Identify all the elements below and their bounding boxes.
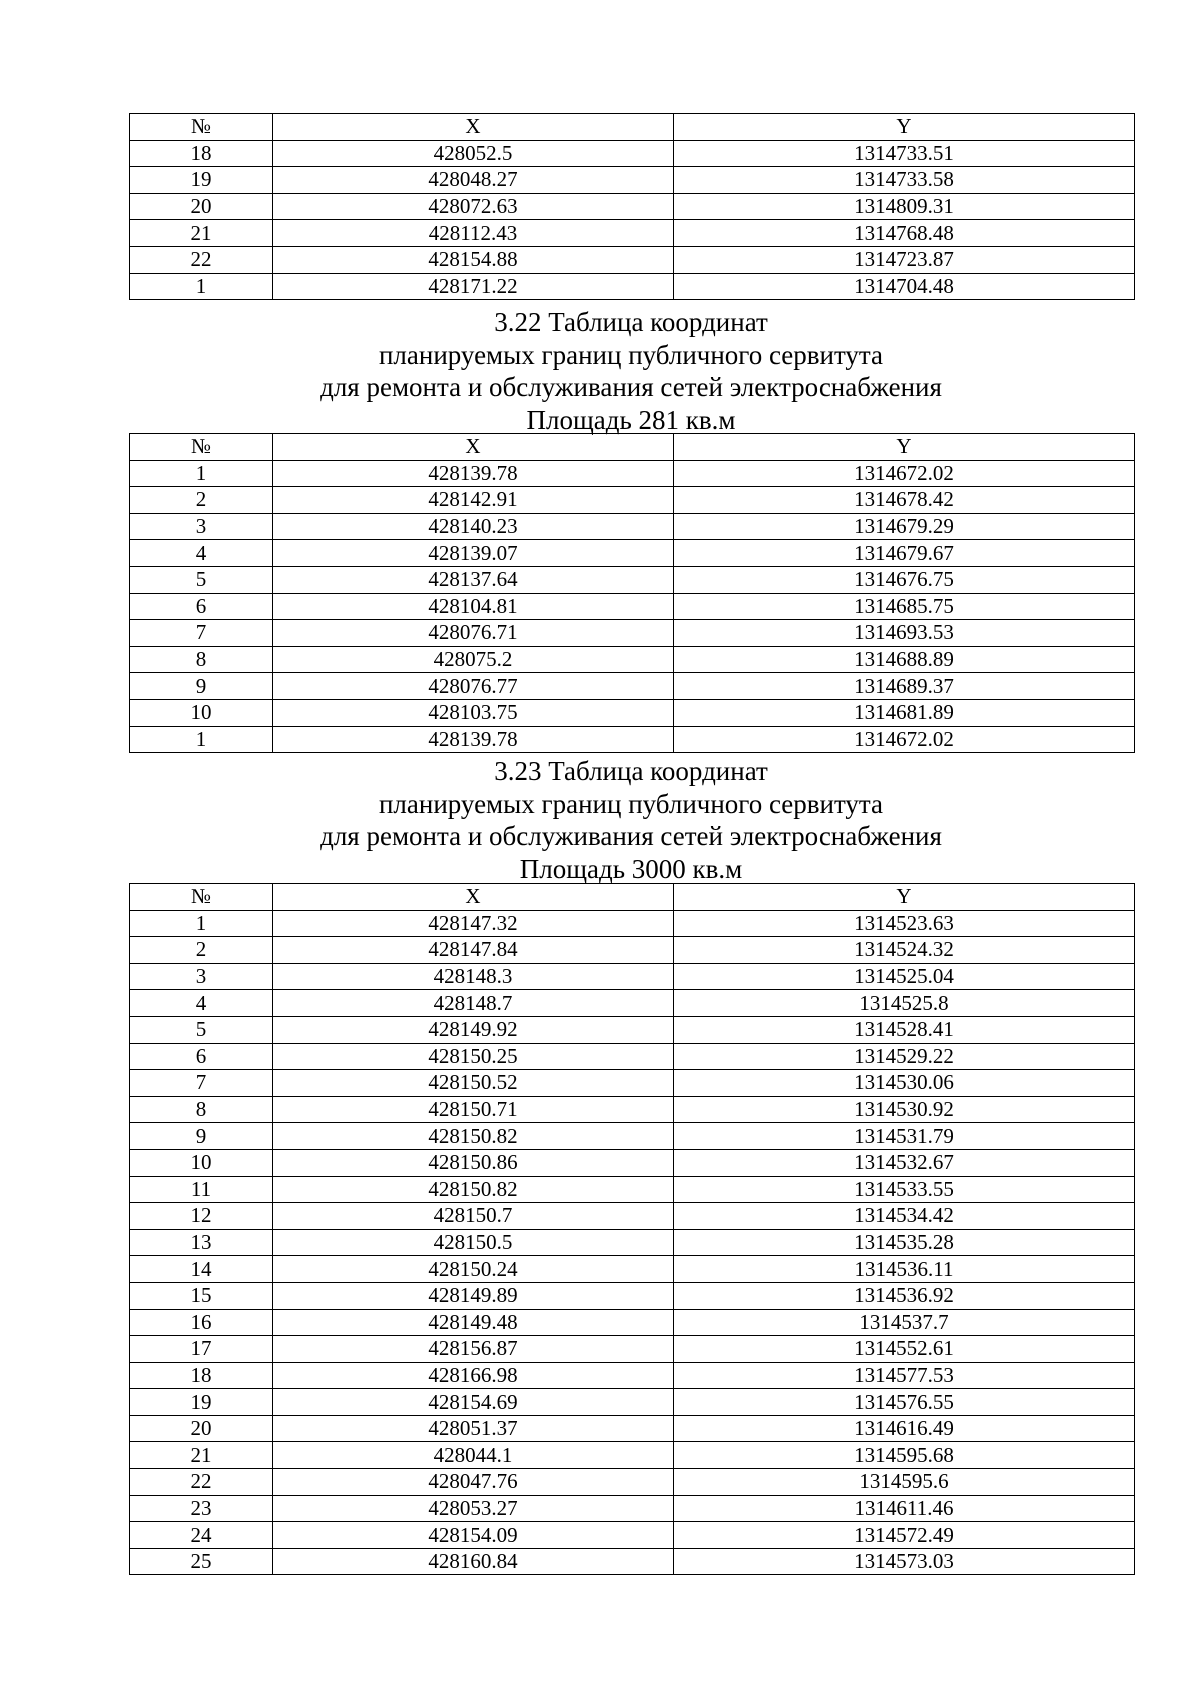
coordinates-table-3-23 xyxy=(129,883,1135,1575)
cell-x: 428051.37 xyxy=(273,1415,674,1442)
table-row xyxy=(130,1203,1135,1230)
cell-x: 428076.71 xyxy=(273,620,674,647)
title-line: для ремонта и обслуживания сетей электроснабжения xyxy=(320,372,942,402)
table-row xyxy=(130,1548,1135,1575)
table-row xyxy=(130,593,1135,620)
cell-num: 7 xyxy=(130,1070,273,1097)
cell-num: 15 xyxy=(130,1282,273,1309)
cell-num: 25 xyxy=(130,1548,273,1575)
cell-num: 10 xyxy=(130,1149,273,1176)
cell-y: 1314534.42 xyxy=(674,1203,1135,1230)
cell-x: 428076.77 xyxy=(273,673,674,700)
cell-x: 428139.78 xyxy=(273,726,674,753)
cell-x: 428044.1 xyxy=(273,1442,674,1469)
cell-num: 19 xyxy=(130,167,273,194)
table-row xyxy=(130,167,1135,194)
cell-x: 428150.82 xyxy=(273,1123,674,1150)
section-3-23-title xyxy=(0,755,1200,885)
table-row xyxy=(130,1442,1135,1469)
header-y: Y xyxy=(674,884,1135,911)
cell-y: 1314685.75 xyxy=(674,593,1135,620)
cell-num: 11 xyxy=(130,1176,273,1203)
header-num: № xyxy=(130,114,273,141)
header-num: № xyxy=(130,884,273,911)
cell-y: 1314768.48 xyxy=(674,220,1135,247)
table-row xyxy=(130,1469,1135,1496)
cell-num: 20 xyxy=(130,1415,273,1442)
cell-num: 3 xyxy=(130,963,273,990)
cell-num: 17 xyxy=(130,1336,273,1363)
title-line: для ремонта и обслуживания сетей электроснабжения xyxy=(320,821,942,851)
table-row xyxy=(130,1336,1135,1363)
cell-x: 428150.52 xyxy=(273,1070,674,1097)
cell-y: 1314525.04 xyxy=(674,963,1135,990)
table-row xyxy=(130,1389,1135,1416)
cell-num: 10 xyxy=(130,699,273,726)
cell-x: 428154.88 xyxy=(273,246,674,273)
cell-x: 428052.5 xyxy=(273,140,674,167)
cell-y: 1314679.29 xyxy=(674,513,1135,540)
table-row xyxy=(130,726,1135,753)
cell-x: 428154.69 xyxy=(273,1389,674,1416)
cell-x: 428149.89 xyxy=(273,1282,674,1309)
cell-x: 428047.76 xyxy=(273,1469,674,1496)
cell-y: 1314576.55 xyxy=(674,1389,1135,1416)
table-row xyxy=(130,1176,1135,1203)
table-row xyxy=(130,963,1135,990)
cell-y: 1314672.02 xyxy=(674,726,1135,753)
cell-y: 1314529.22 xyxy=(674,1043,1135,1070)
cell-x: 428149.92 xyxy=(273,1016,674,1043)
cell-x: 428150.5 xyxy=(273,1229,674,1256)
header-y: Y xyxy=(674,434,1135,461)
cell-num: 21 xyxy=(130,220,273,247)
cell-x: 428150.71 xyxy=(273,1096,674,1123)
cell-y: 1314530.92 xyxy=(674,1096,1135,1123)
cell-y: 1314533.55 xyxy=(674,1176,1135,1203)
header-x: X xyxy=(273,114,674,141)
table-header-row xyxy=(130,434,1135,461)
cell-x: 428112.43 xyxy=(273,220,674,247)
table-row xyxy=(130,1149,1135,1176)
cell-num: 8 xyxy=(130,1096,273,1123)
cell-num: 2 xyxy=(130,487,273,514)
table-row xyxy=(130,566,1135,593)
cell-y: 1314532.67 xyxy=(674,1149,1135,1176)
table-row xyxy=(130,1123,1135,1150)
header-num: № xyxy=(130,434,273,461)
table-row xyxy=(130,487,1135,514)
cell-x: 428139.07 xyxy=(273,540,674,567)
coordinates-table-continued xyxy=(129,113,1135,300)
table-row xyxy=(130,699,1135,726)
cell-num: 16 xyxy=(130,1309,273,1336)
cell-x: 428160.84 xyxy=(273,1548,674,1575)
cell-x: 428150.7 xyxy=(273,1203,674,1230)
cell-y: 1314572.49 xyxy=(674,1522,1135,1549)
table-row xyxy=(130,1096,1135,1123)
table-row xyxy=(130,1282,1135,1309)
header-x: X xyxy=(273,434,674,461)
cell-y: 1314733.58 xyxy=(674,167,1135,194)
table-row xyxy=(130,1362,1135,1389)
cell-num: 9 xyxy=(130,1123,273,1150)
cell-y: 1314528.41 xyxy=(674,1016,1135,1043)
cell-x: 428171.22 xyxy=(273,273,674,300)
cell-num: 1 xyxy=(130,460,273,487)
cell-x: 428150.25 xyxy=(273,1043,674,1070)
title-line: Площадь 3000 кв.м xyxy=(519,853,743,884)
cell-num: 6 xyxy=(130,593,273,620)
table-row xyxy=(130,620,1135,647)
cell-num: 1 xyxy=(130,910,273,937)
cell-y: 1314672.02 xyxy=(674,460,1135,487)
cell-y: 1314809.31 xyxy=(674,193,1135,220)
cell-num: 22 xyxy=(130,1469,273,1496)
cell-x: 428148.3 xyxy=(273,963,674,990)
cell-x: 428149.48 xyxy=(273,1309,674,1336)
cell-num: 13 xyxy=(130,1229,273,1256)
cell-y: 1314524.32 xyxy=(674,937,1135,964)
cell-y: 1314595.68 xyxy=(674,1442,1135,1469)
table-row xyxy=(130,1043,1135,1070)
cell-y: 1314577.53 xyxy=(674,1362,1135,1389)
cell-num: 20 xyxy=(130,193,273,220)
cell-x: 428150.86 xyxy=(273,1149,674,1176)
cell-x: 428147.84 xyxy=(273,937,674,964)
table-row xyxy=(130,1309,1135,1336)
cell-num: 24 xyxy=(130,1522,273,1549)
cell-x: 428156.87 xyxy=(273,1336,674,1363)
cell-y: 1314536.92 xyxy=(674,1282,1135,1309)
cell-x: 428147.32 xyxy=(273,910,674,937)
cell-num: 14 xyxy=(130,1256,273,1283)
cell-y: 1314616.49 xyxy=(674,1415,1135,1442)
cell-x: 428148.7 xyxy=(273,990,674,1017)
cell-num: 4 xyxy=(130,540,273,567)
cell-x: 428075.2 xyxy=(273,646,674,673)
cell-y: 1314537.7 xyxy=(674,1309,1135,1336)
cell-x: 428140.23 xyxy=(273,513,674,540)
cell-y: 1314573.03 xyxy=(674,1548,1135,1575)
cell-y: 1314525.8 xyxy=(674,990,1135,1017)
table-row xyxy=(130,460,1135,487)
table-row xyxy=(130,1495,1135,1522)
cell-x: 428142.91 xyxy=(273,487,674,514)
cell-num: 1 xyxy=(130,273,273,300)
cell-num: 22 xyxy=(130,246,273,273)
table-row xyxy=(130,540,1135,567)
table-header-row xyxy=(130,884,1135,911)
table-header-row xyxy=(130,114,1135,141)
cell-y: 1314688.89 xyxy=(674,646,1135,673)
table-row xyxy=(130,1522,1135,1549)
cell-y: 1314723.87 xyxy=(674,246,1135,273)
cell-x: 428166.98 xyxy=(273,1362,674,1389)
table-row xyxy=(130,273,1135,300)
cell-y: 1314535.28 xyxy=(674,1229,1135,1256)
cell-y: 1314552.61 xyxy=(674,1336,1135,1363)
title-line: планируемых границ публичного сервитута xyxy=(378,339,884,370)
table-row xyxy=(130,220,1135,247)
header-x: X xyxy=(273,884,674,911)
cell-y: 1314704.48 xyxy=(674,273,1135,300)
cell-num: 19 xyxy=(130,1389,273,1416)
section-3-22-title xyxy=(0,306,1200,436)
cell-y: 1314679.67 xyxy=(674,540,1135,567)
title-line: 3.23 Таблица координат xyxy=(494,756,768,786)
cell-x: 428072.63 xyxy=(273,193,674,220)
cell-num: 18 xyxy=(130,1362,273,1389)
cell-x: 428137.64 xyxy=(273,566,674,593)
cell-y: 1314536.11 xyxy=(674,1256,1135,1283)
cell-y: 1314523.63 xyxy=(674,910,1135,937)
cell-y: 1314611.46 xyxy=(674,1495,1135,1522)
cell-num: 8 xyxy=(130,646,273,673)
cell-y: 1314676.75 xyxy=(674,566,1135,593)
cell-num: 5 xyxy=(130,566,273,593)
cell-y: 1314530.06 xyxy=(674,1070,1135,1097)
table-row xyxy=(130,1229,1135,1256)
table-row xyxy=(130,937,1135,964)
header-y: Y xyxy=(674,114,1135,141)
cell-num: 3 xyxy=(130,513,273,540)
title-line: 3.22 Таблица координат xyxy=(494,307,768,337)
cell-x: 428053.27 xyxy=(273,1495,674,1522)
cell-num: 9 xyxy=(130,673,273,700)
cell-x: 428150.82 xyxy=(273,1176,674,1203)
table-row xyxy=(130,1070,1135,1097)
cell-y: 1314681.89 xyxy=(674,699,1135,726)
cell-num: 12 xyxy=(130,1203,273,1230)
title-line: Площадь 281 кв.м xyxy=(526,404,736,435)
cell-y: 1314678.42 xyxy=(674,487,1135,514)
cell-x: 428048.27 xyxy=(273,167,674,194)
table-row xyxy=(130,513,1135,540)
table-row xyxy=(130,246,1135,273)
cell-x: 428104.81 xyxy=(273,593,674,620)
cell-num: 7 xyxy=(130,620,273,647)
coordinates-table-3-22 xyxy=(129,433,1135,753)
table-row xyxy=(130,1256,1135,1283)
cell-x: 428154.09 xyxy=(273,1522,674,1549)
table-row xyxy=(130,990,1135,1017)
cell-y: 1314693.53 xyxy=(674,620,1135,647)
cell-num: 18 xyxy=(130,140,273,167)
cell-num: 23 xyxy=(130,1495,273,1522)
cell-num: 21 xyxy=(130,1442,273,1469)
cell-num: 4 xyxy=(130,990,273,1017)
table-row xyxy=(130,140,1135,167)
table-row xyxy=(130,193,1135,220)
cell-x: 428150.24 xyxy=(273,1256,674,1283)
table-row xyxy=(130,1016,1135,1043)
cell-num: 5 xyxy=(130,1016,273,1043)
cell-y: 1314689.37 xyxy=(674,673,1135,700)
table-row xyxy=(130,646,1135,673)
cell-num: 2 xyxy=(130,937,273,964)
table-row xyxy=(130,1415,1135,1442)
table-row xyxy=(130,673,1135,700)
cell-y: 1314595.6 xyxy=(674,1469,1135,1496)
cell-x: 428139.78 xyxy=(273,460,674,487)
cell-num: 6 xyxy=(130,1043,273,1070)
cell-num: 1 xyxy=(130,726,273,753)
cell-y: 1314733.51 xyxy=(674,140,1135,167)
table-row xyxy=(130,910,1135,937)
title-line: планируемых границ публичного сервитута xyxy=(378,788,884,819)
cell-y: 1314531.79 xyxy=(674,1123,1135,1150)
cell-x: 428103.75 xyxy=(273,699,674,726)
